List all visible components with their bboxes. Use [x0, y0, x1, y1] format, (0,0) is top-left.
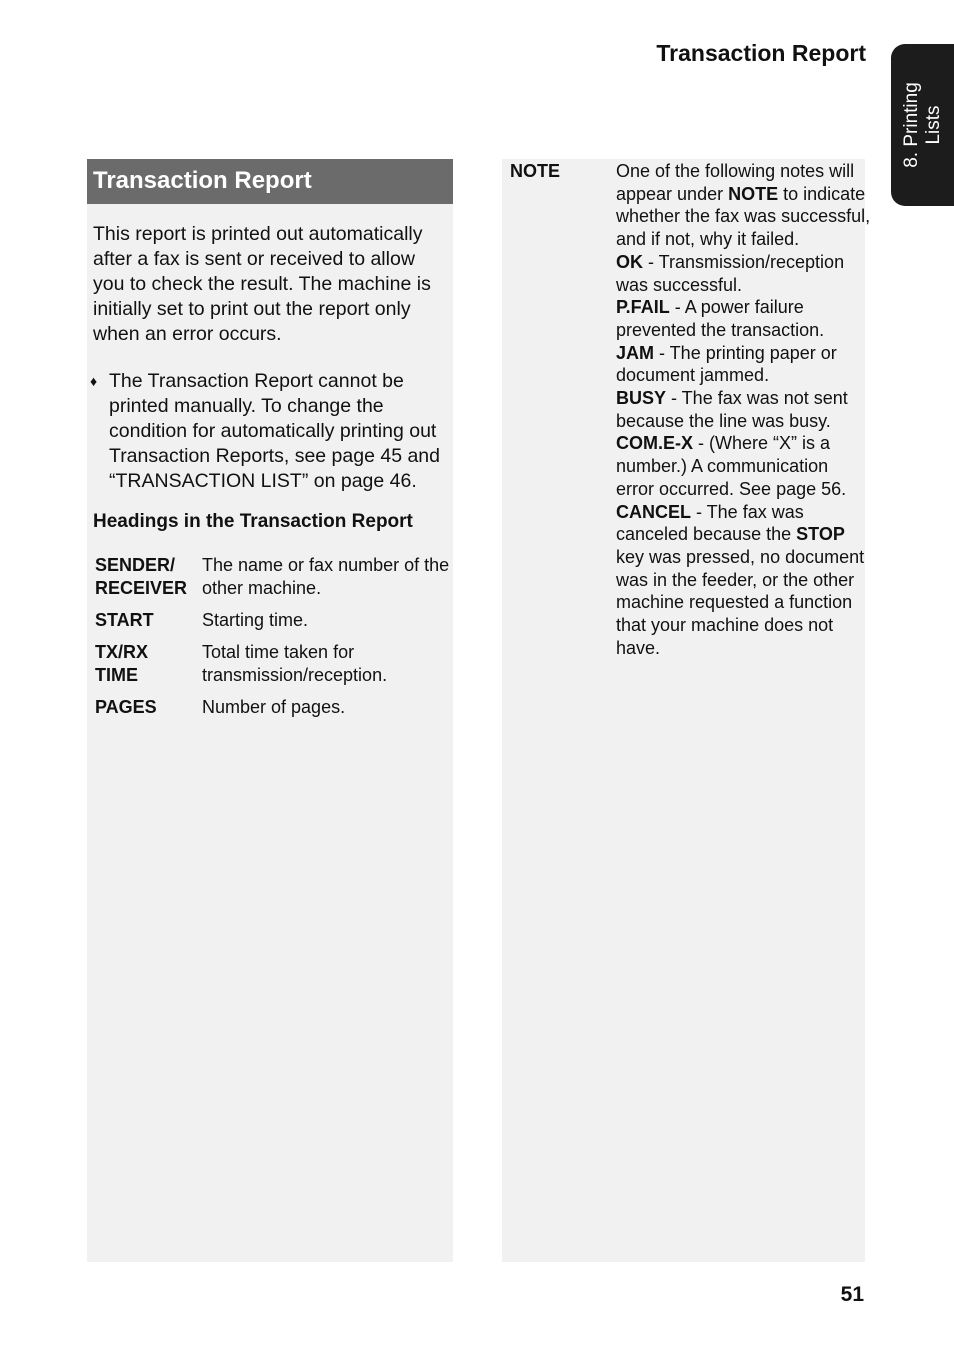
note-code-text: - (Where “X” is a number.) A communication error occurred. See page 56.: [616, 433, 847, 499]
headings-subtitle: Headings in the Transaction Report: [93, 511, 413, 532]
note-item-busy: [616, 387, 871, 432]
note-intro-bold: NOTE: [728, 183, 779, 204]
table-row: [95, 609, 453, 641]
note-code: OK: [616, 251, 643, 272]
note-code: P.FAIL: [616, 297, 670, 318]
note-code-text: - The printing paper or document jammed.: [616, 342, 837, 386]
note-intro-text: to indicate whether the fax was successful, and if not, why it failed.: [616, 183, 871, 250]
page-header-title: Transaction Report: [656, 40, 866, 66]
heading-term: [95, 554, 202, 609]
left-column: [87, 159, 453, 1262]
note-code-text: key was pressed, no document was in the feeder, or the other machine requested a function that your machine does not have.: [616, 546, 865, 658]
term-line: PAGES: [95, 697, 157, 717]
note-item-ok: [616, 251, 871, 296]
term-line: SENDER/: [95, 555, 176, 575]
chapter-tab[interactable]: [891, 44, 954, 206]
note-intro-text: One of the following notes will appear under: [616, 161, 855, 204]
heading-description: Total time taken for transmission/reception.: [202, 642, 388, 685]
note-item-jam: [616, 342, 871, 387]
chapter-tab-line1: 8. Printing: [900, 82, 922, 168]
right-column: [502, 159, 871, 1262]
heading-description: Number of pages.: [202, 697, 346, 717]
note-code-text: - A power failure prevented the transaction.: [616, 297, 825, 340]
term-line: TX/RX: [95, 642, 149, 662]
note-stop-bold: STOP: [796, 524, 845, 545]
heading-term: [95, 696, 202, 728]
term-line: TIME: [95, 665, 138, 685]
note-code-text: - The fax was canceled because the: [616, 501, 804, 545]
note-item-pfail: [616, 296, 871, 341]
table-row: [95, 554, 453, 609]
page-number: 51: [840, 1283, 864, 1306]
heading-term: [95, 641, 202, 696]
note-item-cancel: [616, 501, 871, 660]
note-term: NOTE: [510, 161, 561, 181]
note-code-text: - Transmission/reception was successful.: [616, 251, 845, 295]
table-row: [95, 641, 453, 696]
heading-description: Starting time.: [202, 610, 309, 630]
table-row: [95, 696, 453, 728]
note-code-text: - The fax was not sent because the line was busy.: [616, 388, 848, 431]
note-description: [616, 160, 871, 659]
headings-table: [95, 554, 453, 728]
bullet-note: [90, 369, 449, 494]
note-item-come-x: [616, 432, 871, 500]
chapter-tab-label: [891, 44, 954, 206]
heading-description: The name or fax number of the other machine.: [202, 555, 450, 598]
note-code: BUSY: [616, 388, 667, 409]
diamond-bullet-icon: ♦: [90, 373, 98, 389]
note-intro: [616, 160, 871, 251]
intro-paragraph: This report is printed out automatically after a fax is sent or received to allow you to check the result. The machine is initially set to print out the report only when an error occurs.: [93, 223, 431, 345]
heading-term: [95, 609, 202, 641]
section-title: Transaction Report: [87, 159, 453, 204]
term-line: START: [95, 610, 154, 630]
term-line: RECEIVER: [95, 578, 188, 598]
note-code: CANCEL: [616, 501, 691, 522]
note-code: COM.E-X: [616, 433, 694, 454]
bullet-text: The Transaction Report cannot be printed manually. To change the condition for automatically printing out Transaction Reports, see page 45 and “TRANSACTION LIST” on page 46.: [109, 370, 440, 492]
note-code: JAM: [616, 342, 655, 363]
chapter-tab-line2: Lists: [922, 105, 944, 145]
